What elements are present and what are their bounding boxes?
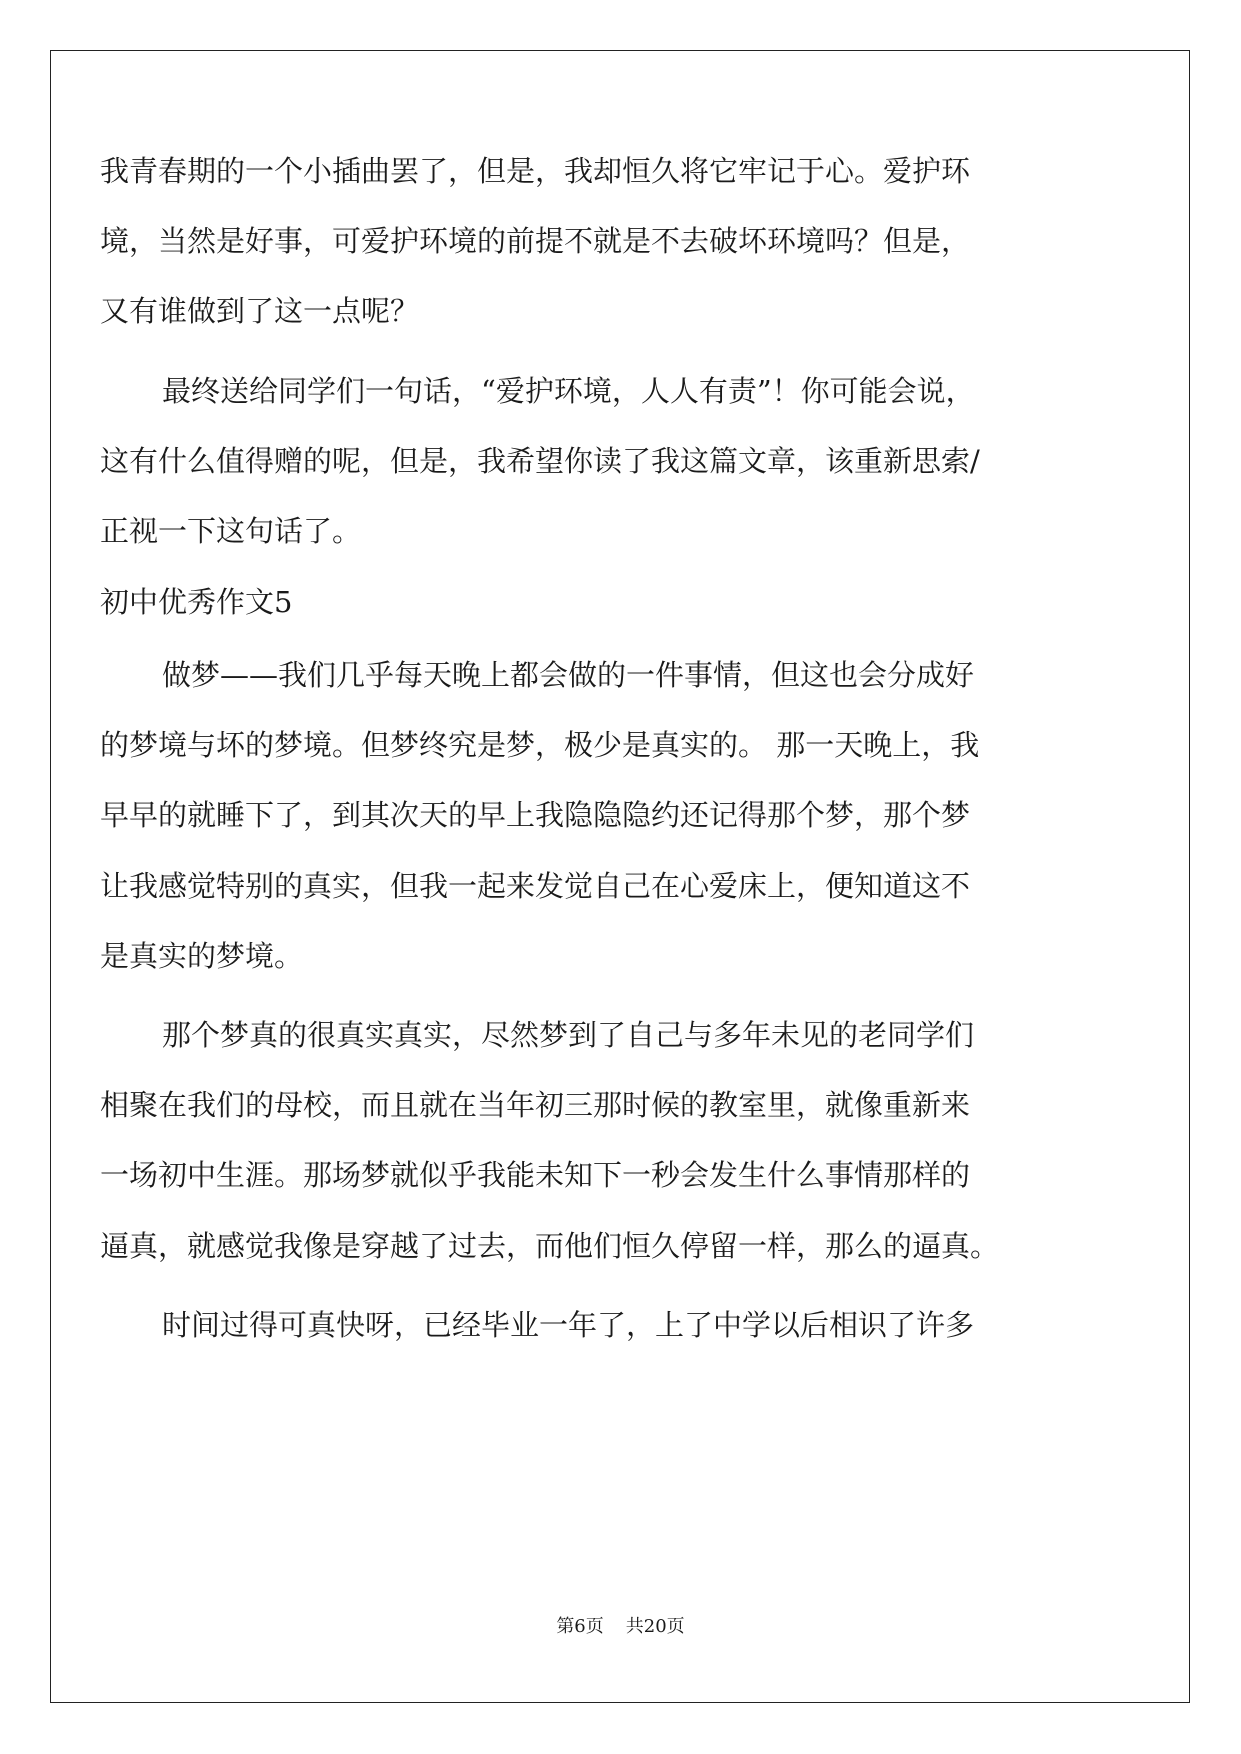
text-line: 那个梦真的很真实真实，尽然梦到了自己与多年未见的老同学们 [162,1018,975,1052]
page-total: 共20页 [625,1616,685,1637]
text-line: 最终送给同学们一句话，“爱护环境，人人有责”！你可能会说， [162,374,975,408]
section-heading: 初中优秀作文5 [100,585,293,619]
text-line: 做梦——我们几乎每天晚上都会做的一件事情，但这也会分成好 [162,658,975,692]
text-line: 一场初中生涯。那场梦就似乎我能未知下一秒会发生什么事情那样的 [100,1158,971,1192]
text-line: 又有谁做到了这一点呢？ [100,294,420,328]
text-line: 逼真，就感觉我像是穿越了过去，而他们恒久停留一样，那么的逼真。 [100,1229,1000,1263]
text-line: 正视一下这句话了。 [100,514,362,548]
text-line: 是真实的梦境。 [100,939,304,973]
text-line: 让我感觉特别的真实，但我一起来发觉自己在心爱床上，便知道这不 [100,869,971,903]
text-line: 相聚在我们的母校，而且就在当年初三那时候的教室里，就像重新来 [100,1088,971,1122]
text-line: 境，当然是好事，可爱护环境的前提不就是不去破坏环境吗？但是， [100,224,971,258]
text-line: 这有什么值得赠的呢，但是，我希望你读了我这篇文章，该重新思索/ [100,444,980,478]
text-line: 的梦境与坏的梦境。但梦终究是梦，极少是真实的。 那一天晚上，我 [100,728,980,762]
text-line: 我青春期的一个小插曲罢了，但是，我却恒久将它牢记于心。爱护环 [100,154,971,188]
page-footer [0,1612,1241,1638]
page-number: 第6页 [556,1616,604,1637]
text-line: 早早的就睡下了，到其次天的早上我隐隐隐约还记得那个梦，那个梦 [100,798,971,832]
text-line: 时间过得可真快呀，已经毕业一年了，上了中学以后相识了许多 [162,1308,975,1342]
